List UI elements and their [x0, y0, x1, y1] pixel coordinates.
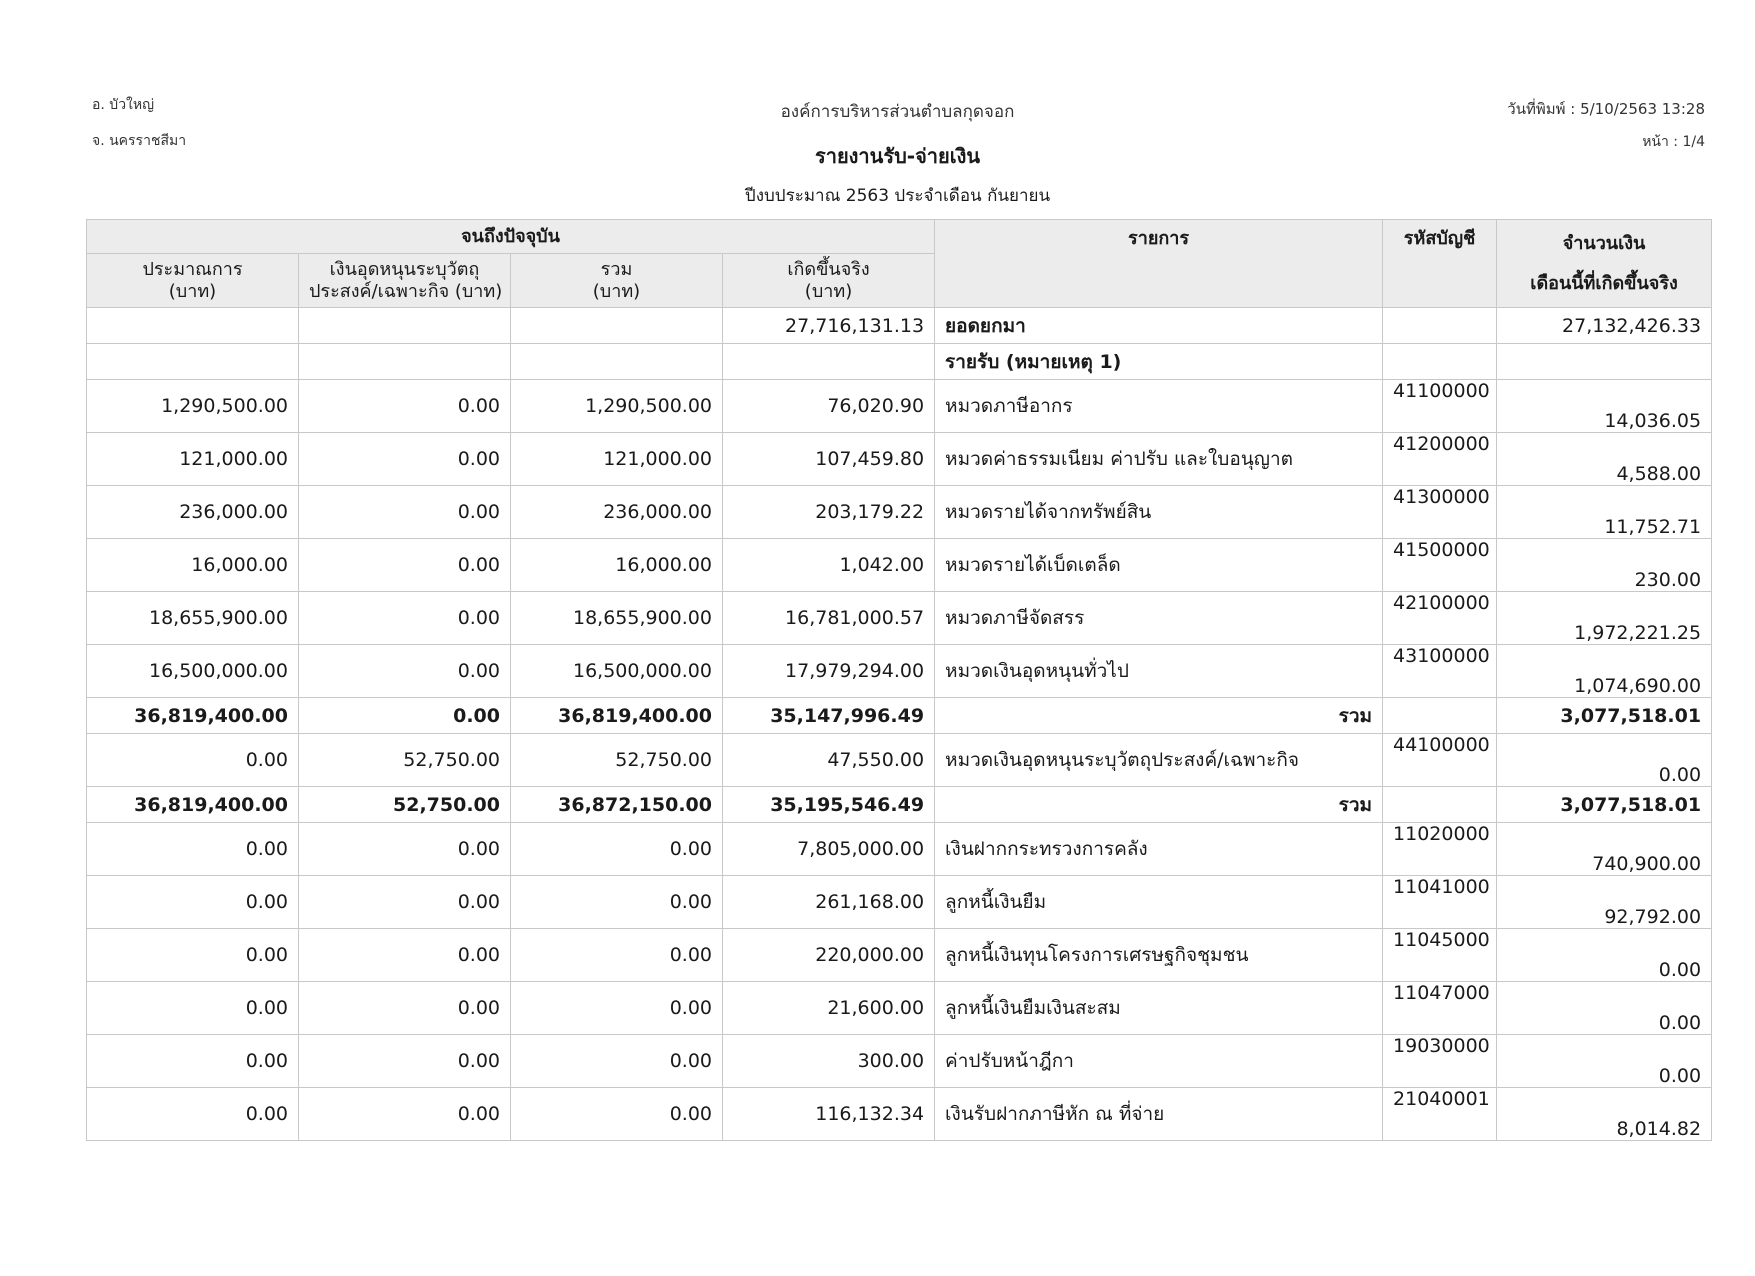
grant-cell: 0.00	[299, 698, 511, 734]
grant-cell: 0.00	[299, 929, 511, 982]
report-subtitle: ปีงบประมาณ 2563 ประจำเดือน กันยายน	[744, 186, 1051, 206]
month-amount-cell: 4,588.00	[1497, 433, 1712, 486]
amount-header	[1497, 220, 1712, 308]
table-row	[87, 982, 1712, 1035]
item-cell: หมวดค่าธรรมเนียม ค่าปรับ และใบอนุญาต	[935, 433, 1383, 486]
code-cell: 19030000	[1383, 1035, 1497, 1088]
district-label: อ. บัวใหญ่	[92, 97, 155, 113]
grant-cell: 0.00	[299, 823, 511, 876]
actual-cell: 76,020.90	[723, 380, 935, 433]
estimate-cell	[87, 308, 299, 344]
estimate-cell: 236,000.00	[87, 486, 299, 539]
table-row	[87, 929, 1712, 982]
estimate-cell: 16,000.00	[87, 539, 299, 592]
grant-cell	[299, 344, 511, 380]
estimate-cell: 121,000.00	[87, 433, 299, 486]
total-cell: 16,500,000.00	[511, 645, 723, 698]
code-cell: 11047000	[1383, 982, 1497, 1035]
total-cell: 16,000.00	[511, 539, 723, 592]
code-cell	[1383, 698, 1497, 734]
total-cell: 36,819,400.00	[511, 698, 723, 734]
report-title: รายงานรับ-จ่ายเงิน	[814, 144, 981, 168]
estimate-cell: 0.00	[87, 876, 299, 929]
grant-cell: 0.00	[299, 876, 511, 929]
total-cell	[511, 308, 723, 344]
estimate-cell: 18,655,900.00	[87, 592, 299, 645]
item-cell: ลูกหนี้เงินยืม	[935, 876, 1383, 929]
report-table	[86, 219, 1712, 1141]
item-cell: หมวดเงินอุดหนุนระบุวัตถุประสงค์/เฉพาะกิจ	[935, 734, 1383, 787]
month-amount-cell: 0.00	[1497, 982, 1712, 1035]
actual-cell: 47,550.00	[723, 734, 935, 787]
total-cell: 0.00	[511, 823, 723, 876]
estimate-cell: 36,819,400.00	[87, 698, 299, 734]
grant-cell: 0.00	[299, 982, 511, 1035]
total-header-line1: รวม	[600, 258, 633, 280]
actual-cell	[723, 344, 935, 380]
month-amount-cell: 3,077,518.01	[1497, 787, 1712, 823]
actual-cell: 116,132.34	[723, 1088, 935, 1141]
actual-cell: 35,195,546.49	[723, 787, 935, 823]
province-label: จ. นครราชสีมา	[92, 133, 187, 149]
actual-cell: 35,147,996.49	[723, 698, 935, 734]
print-date: วันที่พิมพ์ : 5/10/2563 13:28	[1507, 100, 1705, 118]
table-row	[87, 734, 1712, 787]
code-cell: 41300000	[1383, 486, 1497, 539]
table-row	[87, 823, 1712, 876]
actual-cell: 16,781,000.57	[723, 592, 935, 645]
month-amount-cell: 14,036.05	[1497, 380, 1712, 433]
actual-header-line2: (บาท)	[804, 280, 853, 302]
actual-cell: 261,168.00	[723, 876, 935, 929]
total-cell: 36,872,150.00	[511, 787, 723, 823]
table-row	[87, 592, 1712, 645]
item-cell: หมวดรายได้จากทรัพย์สิน	[935, 486, 1383, 539]
table-row	[87, 380, 1712, 433]
amount-header-line1: จำนวนเงิน	[1562, 232, 1646, 254]
estimate-cell: 0.00	[87, 1035, 299, 1088]
table-row	[87, 1035, 1712, 1088]
total-cell	[511, 344, 723, 380]
item-cell: รายรับ (หมายเหตุ 1)	[935, 344, 1383, 380]
month-amount-cell: 230.00	[1497, 539, 1712, 592]
item-header: รายการ	[935, 220, 1383, 308]
estimate-header-line2: (บาท)	[168, 280, 217, 302]
item-cell: ลูกหนี้เงินทุนโครงการเศรษฐกิจชุมชน	[935, 929, 1383, 982]
month-amount-cell: 1,972,221.25	[1497, 592, 1712, 645]
month-amount-cell: 0.00	[1497, 929, 1712, 982]
organization-name: องค์การบริหารส่วนตำบลกุดจอก	[780, 102, 1015, 122]
grant-cell: 0.00	[299, 486, 511, 539]
amount-header-line2: เดือนนี้ที่เกิดขึ้นจริง	[1530, 272, 1678, 294]
table-row	[87, 486, 1712, 539]
subtotal-row	[87, 698, 1712, 734]
month-amount-cell: 740,900.00	[1497, 823, 1712, 876]
grant-header-line2: ประสงค์/เฉพาะกิจ (บาท)	[309, 280, 503, 302]
estimate-cell: 16,500,000.00	[87, 645, 299, 698]
total-header	[511, 254, 723, 308]
code-cell	[1383, 787, 1497, 823]
code-cell: 11020000	[1383, 823, 1497, 876]
total-cell: 18,655,900.00	[511, 592, 723, 645]
month-amount-cell: 8,014.82	[1497, 1088, 1712, 1141]
code-cell: 44100000	[1383, 734, 1497, 787]
code-cell: 43100000	[1383, 645, 1497, 698]
table-row	[87, 1088, 1712, 1141]
actual-cell: 203,179.22	[723, 486, 935, 539]
estimate-cell: 36,819,400.00	[87, 787, 299, 823]
item-cell: ลูกหนี้เงินยืมเงินสะสม	[935, 982, 1383, 1035]
month-amount-cell	[1497, 344, 1712, 380]
total-cell: 0.00	[511, 929, 723, 982]
grant-cell: 0.00	[299, 433, 511, 486]
code-cell: 21040001	[1383, 1088, 1497, 1141]
total-cell: 0.00	[511, 1035, 723, 1088]
month-amount-cell: 0.00	[1497, 1035, 1712, 1088]
grant-cell: 0.00	[299, 380, 511, 433]
actual-cell: 220,000.00	[723, 929, 935, 982]
table-row	[87, 645, 1712, 698]
estimate-cell	[87, 344, 299, 380]
subtotal-label: รวม	[935, 787, 1383, 823]
actual-cell: 17,979,294.00	[723, 645, 935, 698]
actual-cell: 300.00	[723, 1035, 935, 1088]
estimate-header	[87, 254, 299, 308]
actual-header-line1: เกิดขึ้นจริง	[787, 258, 870, 280]
total-cell: 0.00	[511, 876, 723, 929]
estimate-cell: 1,290,500.00	[87, 380, 299, 433]
item-cell: ค่าปรับหน้าฎีกา	[935, 1035, 1383, 1088]
grant-cell: 0.00	[299, 1088, 511, 1141]
actual-cell: 1,042.00	[723, 539, 935, 592]
total-header-line2: (บาท)	[592, 280, 641, 302]
table-row	[87, 433, 1712, 486]
grant-cell: 52,750.00	[299, 734, 511, 787]
total-cell: 52,750.00	[511, 734, 723, 787]
code-cell: 11041000	[1383, 876, 1497, 929]
total-cell: 0.00	[511, 982, 723, 1035]
estimate-cell: 0.00	[87, 1088, 299, 1141]
account-code-header: รหัสบัญชี	[1383, 220, 1497, 308]
to-date-header: จนถึงปัจจุบัน	[87, 220, 935, 254]
month-amount-cell: 3,077,518.01	[1497, 698, 1712, 734]
total-cell: 236,000.00	[511, 486, 723, 539]
code-cell	[1383, 344, 1497, 380]
month-amount-cell: 27,132,426.33	[1497, 308, 1712, 344]
code-cell: 41100000	[1383, 380, 1497, 433]
grant-cell	[299, 308, 511, 344]
actual-cell: 27,716,131.13	[723, 308, 935, 344]
grant-cell: 52,750.00	[299, 787, 511, 823]
table-row	[87, 344, 1712, 380]
grant-cell: 0.00	[299, 539, 511, 592]
item-cell: หมวดรายได้เบ็ดเตล็ด	[935, 539, 1383, 592]
code-cell: 11045000	[1383, 929, 1497, 982]
subtotal-row	[87, 787, 1712, 823]
grant-header-line1: เงินอุดหนุนระบุวัตถุ	[329, 258, 480, 280]
actual-cell: 21,600.00	[723, 982, 935, 1035]
code-cell: 42100000	[1383, 592, 1497, 645]
month-amount-cell: 92,792.00	[1497, 876, 1712, 929]
estimate-cell: 0.00	[87, 929, 299, 982]
actual-cell: 107,459.80	[723, 433, 935, 486]
subtotal-label: รวม	[935, 698, 1383, 734]
estimate-header-line1: ประมาณการ	[142, 258, 243, 280]
item-cell: หมวดเงินอุดหนุนทั่วไป	[935, 645, 1383, 698]
grant-cell: 0.00	[299, 645, 511, 698]
estimate-cell: 0.00	[87, 982, 299, 1035]
code-cell: 41500000	[1383, 539, 1497, 592]
month-amount-cell: 1,074,690.00	[1497, 645, 1712, 698]
item-cell: เงินรับฝากภาษีหัก ณ ที่จ่าย	[935, 1088, 1383, 1141]
month-amount-cell: 11,752.71	[1497, 486, 1712, 539]
code-cell: 41200000	[1383, 433, 1497, 486]
total-cell: 0.00	[511, 1088, 723, 1141]
actual-cell: 7,805,000.00	[723, 823, 935, 876]
estimate-cell: 0.00	[87, 734, 299, 787]
total-cell: 1,290,500.00	[511, 380, 723, 433]
estimate-cell: 0.00	[87, 823, 299, 876]
code-cell	[1383, 308, 1497, 344]
table-row	[87, 539, 1712, 592]
grant-header	[299, 254, 511, 308]
page-number: หน้า : 1/4	[1642, 134, 1705, 150]
item-cell: หมวดภาษีจัดสรร	[935, 592, 1383, 645]
grant-cell: 0.00	[299, 592, 511, 645]
table-row	[87, 876, 1712, 929]
item-cell: เงินฝากกระทรวงการคลัง	[935, 823, 1383, 876]
actual-header	[723, 254, 935, 308]
month-amount-cell: 0.00	[1497, 734, 1712, 787]
total-cell: 121,000.00	[511, 433, 723, 486]
grant-cell: 0.00	[299, 1035, 511, 1088]
item-cell: ยอดยกมา	[935, 308, 1383, 344]
item-cell: หมวดภาษีอากร	[935, 380, 1383, 433]
table-row	[87, 308, 1712, 344]
